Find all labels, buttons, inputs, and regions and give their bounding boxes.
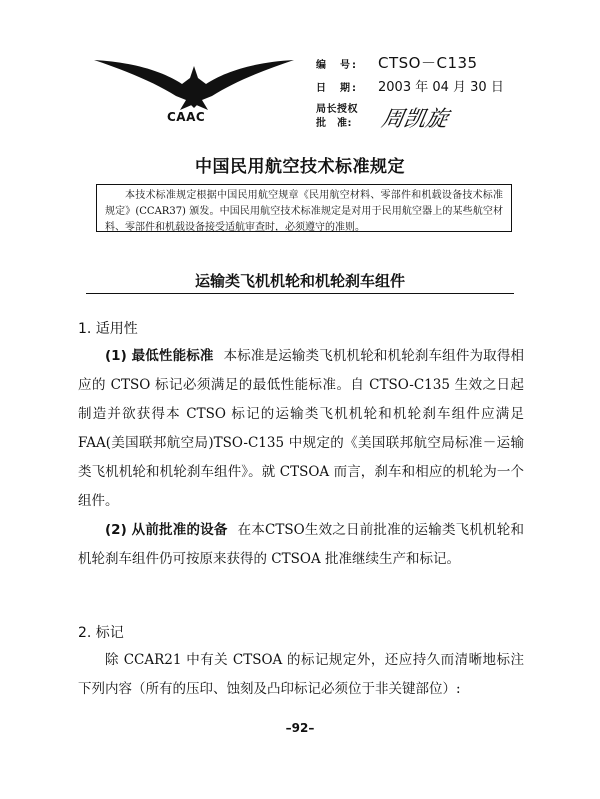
paragraph-label: (2) 从前批准的设备 bbox=[105, 522, 228, 538]
eagle-emblem-icon bbox=[94, 52, 294, 112]
standard-title: 运输类飞机机轮和机轮刹车组件 bbox=[194, 272, 405, 290]
date-value: 2003 年 04 月 30 日 bbox=[378, 80, 504, 95]
paragraph-text: 除 CCAR21 中有关 CTSOA 的标记规定外，还应持久而清晰地标注下列内容（所有的压印、蚀刻及凸印标记必须位于非关键部位）: bbox=[78, 652, 524, 697]
section-heading-marking: 2. 标记 bbox=[78, 625, 124, 641]
date-row bbox=[316, 76, 504, 100]
document-metadata bbox=[316, 52, 504, 134]
document-title: 中国民用航空技术标准规定 bbox=[195, 157, 405, 177]
paragraph-label: (1) 最低性能标准 bbox=[105, 348, 214, 364]
logo-text: CAAC bbox=[167, 110, 206, 124]
number-label: 编 号: bbox=[316, 60, 358, 71]
paragraph-text: 本标准是运输类飞机机轮和机轮刹车组件为取得相应的 CTSO 标记必须满足的最低性能标准。自 CTSO-C135 生效之日起制造并欲获得本 CTSO 标记的运输类飞机机轮和机轮刹车组件应满足FAA(美国联邦航空局)TSO-C135 中规定的《美国联邦航空局标准－运输类飞机机轮和机轮刹车组件》。就 CTSOA 而言，刹车和相应的机轮为一个组件。 bbox=[78, 348, 524, 509]
approver-label-line1: 局长授权 bbox=[316, 104, 358, 115]
number-row bbox=[316, 52, 504, 76]
page-number: –92– bbox=[285, 721, 315, 735]
notice-box: 本技术标准规定根据中国民用航空规章《民用航空材料、零部件和机载设备技术标准规定》(CCAR37) 颁发。中国民用航空技术标准规定是对用于民用航空器上的某些航空材料、零部件和机载设备接受适航审查时，必须遵守的准则。 bbox=[96, 184, 512, 232]
title-divider bbox=[86, 293, 514, 294]
date-label: 日 期: bbox=[316, 83, 358, 94]
number-value: CTSO－C135 bbox=[378, 54, 478, 72]
approver-label-line2: 批 准: bbox=[316, 118, 352, 129]
approver-label bbox=[316, 103, 378, 131]
paragraph-previously-approved bbox=[78, 516, 524, 574]
paragraph-text: 在本CTSO生效之日前批准的运输类飞机机轮和机轮刹车组件仍可按原来获得的 CTSOA 批准继续生产和标记。 bbox=[78, 522, 525, 567]
approver-signature: 周凯旋 bbox=[379, 106, 450, 132]
section-heading-applicability: 1. 适用性 bbox=[78, 321, 138, 337]
paragraph-min-performance bbox=[78, 342, 524, 516]
paragraph-marking bbox=[78, 646, 524, 704]
approver-row bbox=[316, 100, 504, 134]
